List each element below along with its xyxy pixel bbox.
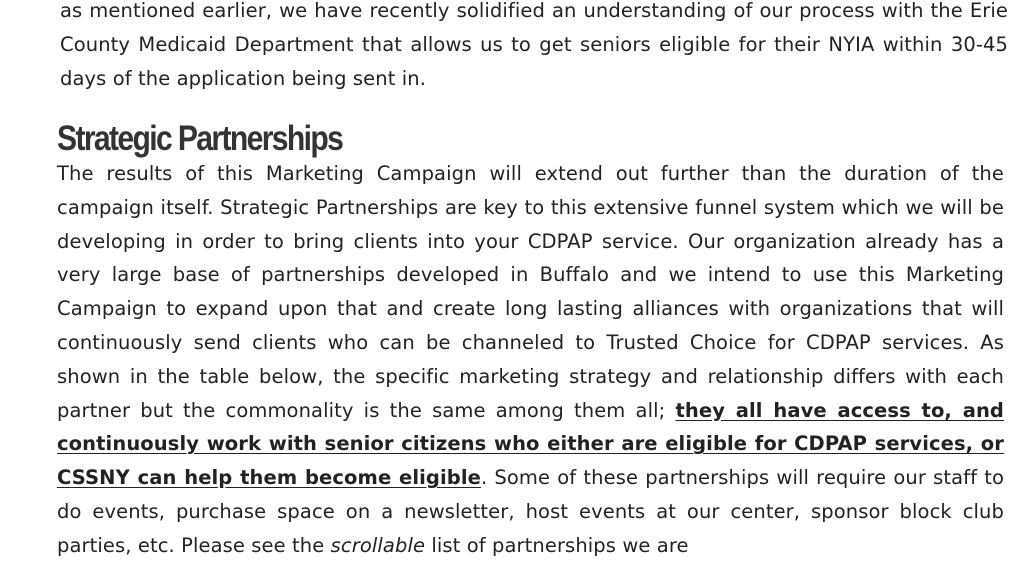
emphasized-text: they all have access to, and continuously work with senior citizens who either are eligible for CDPAP services, or CSSNY can help them become eligible	[57, 398, 1004, 490]
section-heading: Strategic Partnerships	[57, 119, 343, 158]
italic-text: scrollable	[330, 533, 426, 557]
strategic-partnerships-paragraph	[57, 157, 1004, 563]
intro-paragraph: as mentioned earlier, we have recently solidified an understanding of our process with the Erie County Medicaid Department that allows us to get seniors eligible for their NYIA within 30-45 days of the application being sent in.	[60, 0, 1008, 90]
paragraph-text-part-2: . Some of these partnerships will require our staff to do events, purchase space on a newsletter, host events at our center, sponsor block club parties, etc. Please see the	[57, 466, 1005, 557]
paragraph-text-part-1: The results of this Marketing Campaign will extend out further than the duration of the campaign itself. Strategic Partnerships are key to this extensive funnel system which we will be developing in order to bring clients into your CDPAP service. Our organization already has a very large base of partnerships developed in Buffalo and we intend to use this Marketing Campaign to expand upon that and create long lasting alliances with organizations that will continuously send clients who can be channeled to Trusted Choice for CDPAP services. As shown in the table below, the specific marketing strategy and relationship differs with each partner but the commonality is the same among them all;	[57, 162, 1004, 422]
paragraph-text-part-3: list of partnerships we are	[425, 533, 689, 557]
